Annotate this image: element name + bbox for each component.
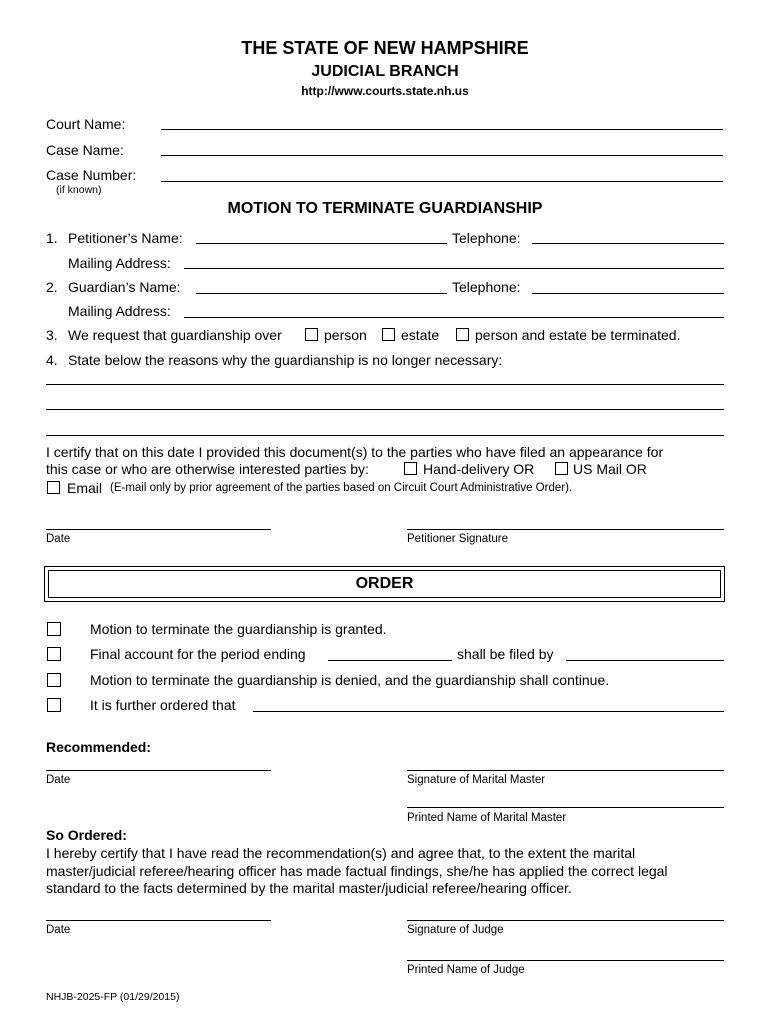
granted-checkbox[interactable] [47, 622, 61, 636]
court-url: http://www.courts.state.nh.us [301, 84, 469, 98]
certify-line-1: I certify that on this date I provided this document(s) to the parties who have filed an appearance for [46, 444, 664, 460]
final-account-text: Final account for the period ending [90, 646, 306, 662]
petitioner-signature-field[interactable] [407, 529, 724, 530]
period-ending-field[interactable] [328, 660, 452, 661]
marital-master-signature-field[interactable] [407, 770, 724, 771]
marital-master-printed-label: Printed Name of Marital Master [407, 812, 567, 824]
so-ordered-line-1: I hereby certify that I have read the recommendation(s) and agree that, to the extent the marital [46, 845, 636, 861]
so-ordered-line-3: standard to the facts determined by the marital master/judicial referee/hearing officer. [46, 880, 572, 896]
filed-by-field[interactable] [566, 660, 724, 661]
petitioner-name-field[interactable] [196, 243, 447, 244]
order-header-box [44, 566, 725, 602]
case-number-field[interactable] [161, 181, 723, 182]
reason-line-2[interactable] [46, 409, 724, 410]
petitioner-date-field[interactable] [46, 529, 271, 530]
email-label: Email [67, 480, 103, 496]
granted-text: Motion to terminate the guardianship is granted. [90, 621, 387, 637]
item-3-text: We request that guardianship over [68, 327, 282, 343]
case-name-field[interactable] [161, 155, 723, 156]
estate-checkbox[interactable] [382, 328, 395, 341]
guardian-mailing-label: Mailing Address: [68, 303, 171, 319]
judge-signature-field[interactable] [407, 920, 724, 921]
reason-line-1[interactable] [46, 384, 724, 385]
petitioner-date-label: Date [46, 533, 71, 545]
judge-printed-field[interactable] [407, 960, 724, 961]
guardian-telephone-field[interactable] [532, 293, 724, 294]
reason-line-3[interactable] [46, 435, 724, 436]
us-mail-checkbox[interactable] [555, 462, 568, 475]
marital-master-printed-field[interactable] [407, 807, 724, 808]
so-ordered-label: So Ordered: [46, 827, 127, 843]
further-ordered-text: It is further ordered that [90, 697, 236, 713]
petitioner-name-label: Petitioner’s Name: [68, 230, 183, 246]
item-4-text: State below the reasons why the guardianship is no longer necessary: [68, 352, 503, 368]
estate-option-label: estate [401, 327, 440, 343]
further-ordered-checkbox[interactable] [47, 698, 61, 712]
person-and-estate-checkbox[interactable] [456, 328, 469, 341]
judge-signature-label: Signature of Judge [407, 924, 504, 936]
certify-line-2: this case or who are otherwise interested parties by: [46, 461, 369, 477]
item-1-number: 1. [46, 230, 58, 246]
judge-printed-label: Printed Name of Judge [407, 964, 525, 976]
person-and-estate-label: person and estate be terminated. [475, 327, 681, 343]
if-known-note: (if known) [56, 184, 102, 196]
form-title: MOTION TO TERMINATE GUARDIANSHIP [227, 200, 543, 217]
recommended-date-field[interactable] [46, 770, 271, 771]
shall-be-filed-text: shall be filed by [457, 646, 554, 662]
email-note: (E-mail only by prior agreement of the parties based on Circuit Court Administrative Order). [110, 482, 573, 494]
final-account-checkbox[interactable] [47, 647, 61, 661]
recommended-date-label: Date [46, 774, 71, 786]
case-name-label: Case Name: [46, 142, 124, 158]
judge-date-field[interactable] [46, 920, 271, 921]
form-number: NHJB-2025-FP (01/29/2015) [46, 991, 180, 1003]
order-title: ORDER [48, 570, 721, 598]
case-number-label: Case Number: [46, 167, 137, 183]
denied-checkbox[interactable] [47, 673, 61, 687]
us-mail-label: US Mail OR [573, 461, 647, 477]
petitioner-mailing-field[interactable] [184, 268, 724, 269]
court-name-field[interactable] [161, 129, 723, 130]
further-ordered-field[interactable] [253, 711, 724, 712]
guardian-name-field[interactable] [196, 293, 447, 294]
branch-heading: JUDICIAL BRANCH [311, 63, 459, 80]
state-heading: THE STATE OF NEW HAMPSHIRE [241, 38, 529, 58]
person-checkbox[interactable] [305, 328, 318, 341]
item-2-number: 2. [46, 279, 58, 295]
hand-delivery-checkbox[interactable] [404, 462, 417, 475]
marital-master-signature-label: Signature of Marital Master [407, 774, 546, 786]
person-option-label: person [324, 327, 367, 343]
guardian-mailing-field[interactable] [184, 317, 724, 318]
petitioner-mailing-label: Mailing Address: [68, 255, 171, 271]
item-3-number: 3. [46, 327, 58, 343]
petitioner-telephone-label: Telephone: [452, 230, 521, 246]
recommended-label: Recommended: [46, 739, 152, 755]
email-checkbox[interactable] [47, 481, 60, 494]
item-4-number: 4. [46, 352, 58, 368]
guardian-name-label: Guardian’s Name: [68, 279, 181, 295]
guardian-telephone-label: Telephone: [452, 279, 521, 295]
petitioner-signature-label: Petitioner Signature [407, 533, 509, 545]
so-ordered-line-2: master/judicial referee/hearing officer has made factual findings, she/he has applied the correct legal [46, 863, 668, 879]
petitioner-telephone-field[interactable] [532, 243, 724, 244]
judge-date-label: Date [46, 924, 71, 936]
hand-delivery-label: Hand-delivery OR [423, 461, 535, 477]
denied-text: Motion to terminate the guardianship is denied, and the guardianship shall continue. [90, 672, 610, 688]
court-name-label: Court Name: [46, 116, 126, 132]
